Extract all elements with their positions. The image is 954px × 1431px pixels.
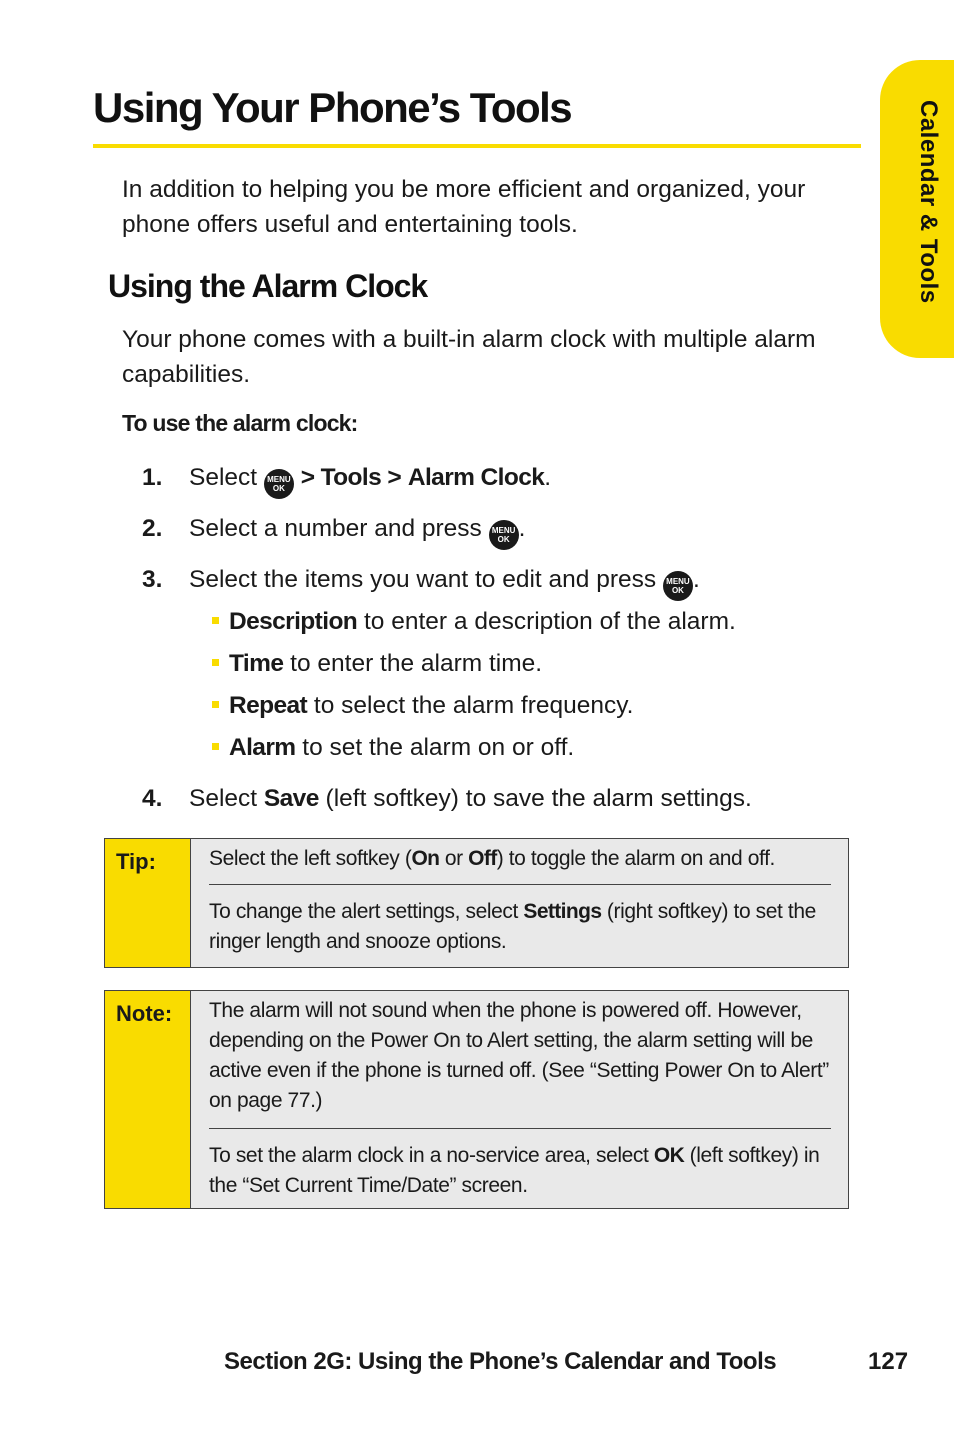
step-2: 2. Select a number and press MENU OK .: [142, 512, 525, 550]
step-4: 4. Select Save (left softkey) to save the alarm settings.: [142, 782, 752, 816]
note-content: [209, 991, 831, 1201]
tip-content: [209, 839, 831, 957]
menu-ok-key-icon: MENU OK: [489, 520, 519, 550]
intro-paragraph: In addition to helping you be more efficient and organized, your phone offers useful and entertaining tools.: [122, 176, 806, 238]
note-divider: [209, 1128, 831, 1129]
bullet-square-icon: [212, 701, 219, 708]
side-tab-label: Calendar & Tools: [915, 100, 942, 304]
step-number: 4.: [142, 785, 163, 812]
bullet-square-icon: [212, 659, 219, 666]
step-number: 1.: [142, 464, 163, 491]
menu-path-target: Alarm Clock: [407, 464, 545, 491]
step-number: 3.: [142, 566, 163, 593]
title-underline: [93, 144, 861, 148]
note-paragraph: The alarm will not sound when the phone is powered off. However, depending on the Power On to Alert setting, the alarm setting will be active even if the phone is turned off. (See “Setting Power On to Alert” on page 77.): [209, 999, 829, 1112]
tip-label: Tip:: [105, 839, 191, 967]
tip-paragraph: To change the alert settings, select Settings (right softkey) to set the ringer length and snooze options.: [209, 900, 816, 953]
step-number: 2.: [142, 515, 163, 542]
menu-path: > Tools >: [300, 464, 402, 491]
note-box: [104, 990, 849, 1209]
tip-divider: [209, 884, 831, 885]
page-number: 127: [868, 1348, 909, 1375]
bullet-square-icon: [212, 617, 219, 624]
footer-section-title: Section 2G: Using the Phone’s Calendar and Tools: [224, 1348, 777, 1375]
tip-paragraph: Select the left softkey (On or Off) to toggle the alarm on and off.: [209, 847, 775, 870]
bullet-item: Time to enter the alarm time.: [212, 647, 542, 681]
section-body: Your phone comes with a built-in alarm clock with multiple alarm capabilities.: [122, 326, 816, 388]
menu-ok-key-icon: MENU OK: [264, 469, 294, 499]
section-heading: Using the Alarm Clock: [108, 268, 428, 304]
note-paragraph: To set the alarm clock in a no-service area, select OK (left softkey) in the “Set Current Time/Date” screen.: [209, 1144, 820, 1197]
bullet-item: Alarm to set the alarm on or off.: [212, 731, 574, 765]
note-label: Note:: [105, 991, 191, 1208]
bullet-item: Description to enter a description of the alarm.: [212, 605, 736, 639]
step-3: 3. Select the items you want to edit and press MENU OK .: [142, 563, 700, 601]
procedure-label: To use the alarm clock:: [122, 410, 358, 436]
bullet-square-icon: [212, 743, 219, 750]
menu-ok-key-icon: MENU OK: [663, 571, 693, 601]
bullet-item: Repeat to select the alarm frequency.: [212, 689, 634, 723]
tip-box: [104, 838, 849, 968]
page-title: Using Your Phone’s Tools: [93, 84, 572, 131]
step-1: 1. Select MENU OK > Tools > Alarm Clock.: [142, 461, 551, 499]
